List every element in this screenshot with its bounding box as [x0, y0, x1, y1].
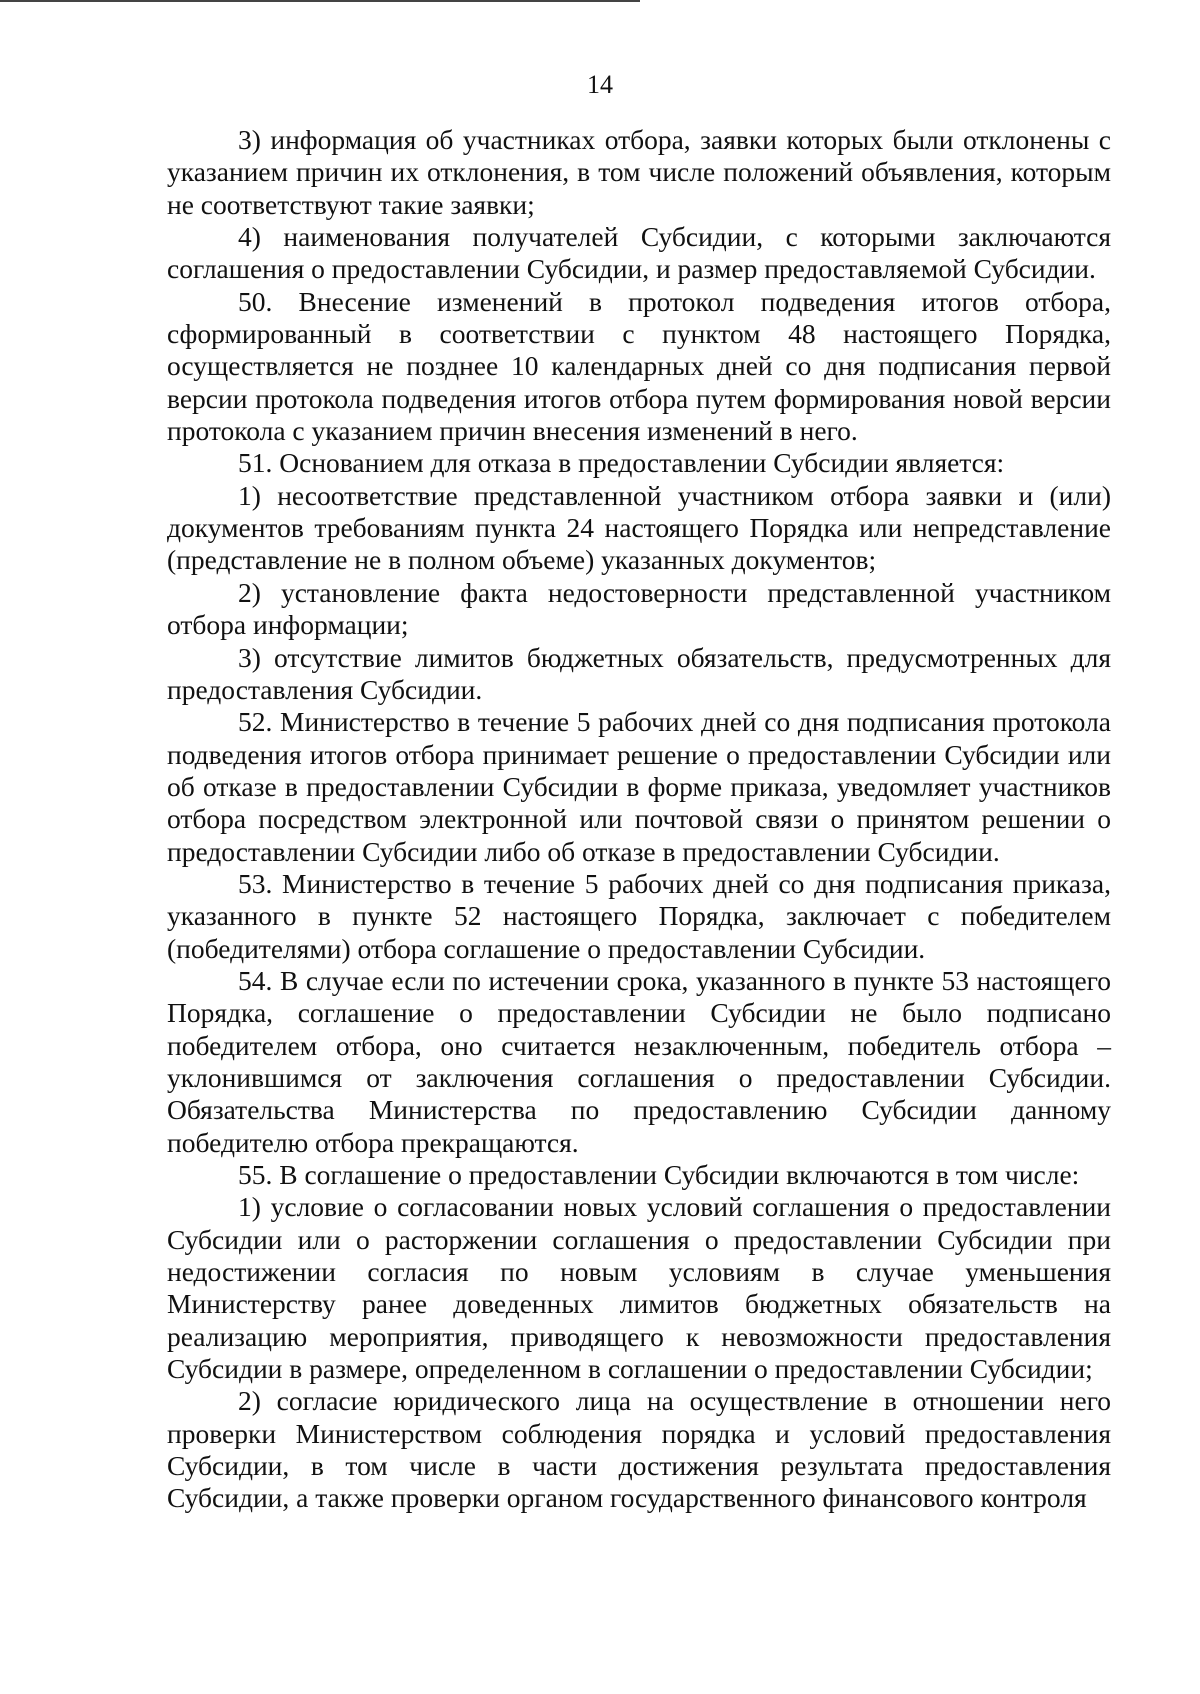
paragraph-55-item-2: 2) согласие юридического лица на осуществление в отношении него проверки Министерством соблюдения порядка и условий предоставления Субсидии, в том числе в части достижения результата предоставления Субсидии, а также проверки органом государственного финансового контроля — [167, 1385, 1111, 1514]
paragraph-52: 52. Министерство в течение 5 рабочих дней со дня подписания протокола подведения итогов отбора принимает решение о предоставлении Субсидии или об отказе в предоставлении Субсидии в форме приказа, уведомляет участников отбора посредством электронной или почтовой связи о принятом решении о предоставлении Субсидии либо об отказе в предоставлении Субсидии. — [167, 706, 1111, 867]
paragraph-53: 53. Министерство в течение 5 рабочих дней со дня подписания приказа, указанного в пункте 52 настоящего Порядка, заключает с победителем (победителями) отбора соглашение о предоставлении Субсидии. — [167, 867, 1111, 964]
paragraph-51-item-1: 1) несоответствие представленной участником отбора заявки и (или) документов требованиям пункта 24 настоящего Порядка или непредставление (представление не в полном объеме) указанных документов; — [167, 479, 1111, 576]
paragraph-51: 51. Основанием для отказа в предоставлении Субсидии является: — [238, 447, 1005, 479]
paragraph-55: 55. В соглашение о предоставлении Субсидии включаются в том числе: — [238, 1159, 1080, 1190]
paragraph-item-4-recipients: 4) наименования получателей Субсидии, с которыми заключаются соглашения о предоставлении Субсидии, и размер предоставляемой Субсидии. — [167, 221, 1111, 285]
paragraph-54: 54. В случае если по истечении срока, указанного в пункте 53 настоящего Порядка, соглашение о предоставлении Субсидии не было подписано победителем отбора, оно считается незаключенным, победитель отбора – уклонившимся от заключения соглашения о предоставлении Субсидии. Обязательства Министерства по предоставлению Субсидии данному победителю отбора прекращаются. — [167, 964, 1111, 1158]
page-number: 14 — [587, 70, 613, 99]
paragraph-51-item-2: 2) установление факта недостоверности представленной участником отбора информации; — [167, 576, 1111, 641]
paragraph-55-item-1: 1) условие о согласовании новых условий соглашения о предоставлении Субсидии или о расторжении соглашения о предоставлении Субсидии при недостижении согласия по новым условиям в случае уменьшения Министерству ранее доведенных лимитов бюджетных обязательств на реализацию мероприятия, приводящего к невозможности предоставления Субсидии в размере, определенном в соглашении о предоставлении Субсидии; — [167, 1191, 1111, 1385]
document-body — [167, 124, 1111, 1515]
scan-edge-line — [0, 0, 640, 2]
paragraph-51-item-3: 3) отсутствие лимитов бюджетных обязательств, предусмотренных для предоставления Субсидии. — [167, 641, 1111, 705]
paragraph-50: 50. Внесение изменений в протокол подведения итогов отбора, сформированный в соответствии с пунктом 48 настоящего Порядка, осуществляется не позднее 10 календарных дней со дня подписания первой версии протокола подведения итогов отбора путем формирования новой версии протокола с указанием причин внесения изменений в него. — [167, 285, 1111, 447]
paragraph-item-3-info-participants: 3) информация об участниках отбора, заявки которых были отклонены с указанием причин их отклонения, в том числе положений объявления, которым не соответствуют такие заявки; — [167, 124, 1111, 220]
